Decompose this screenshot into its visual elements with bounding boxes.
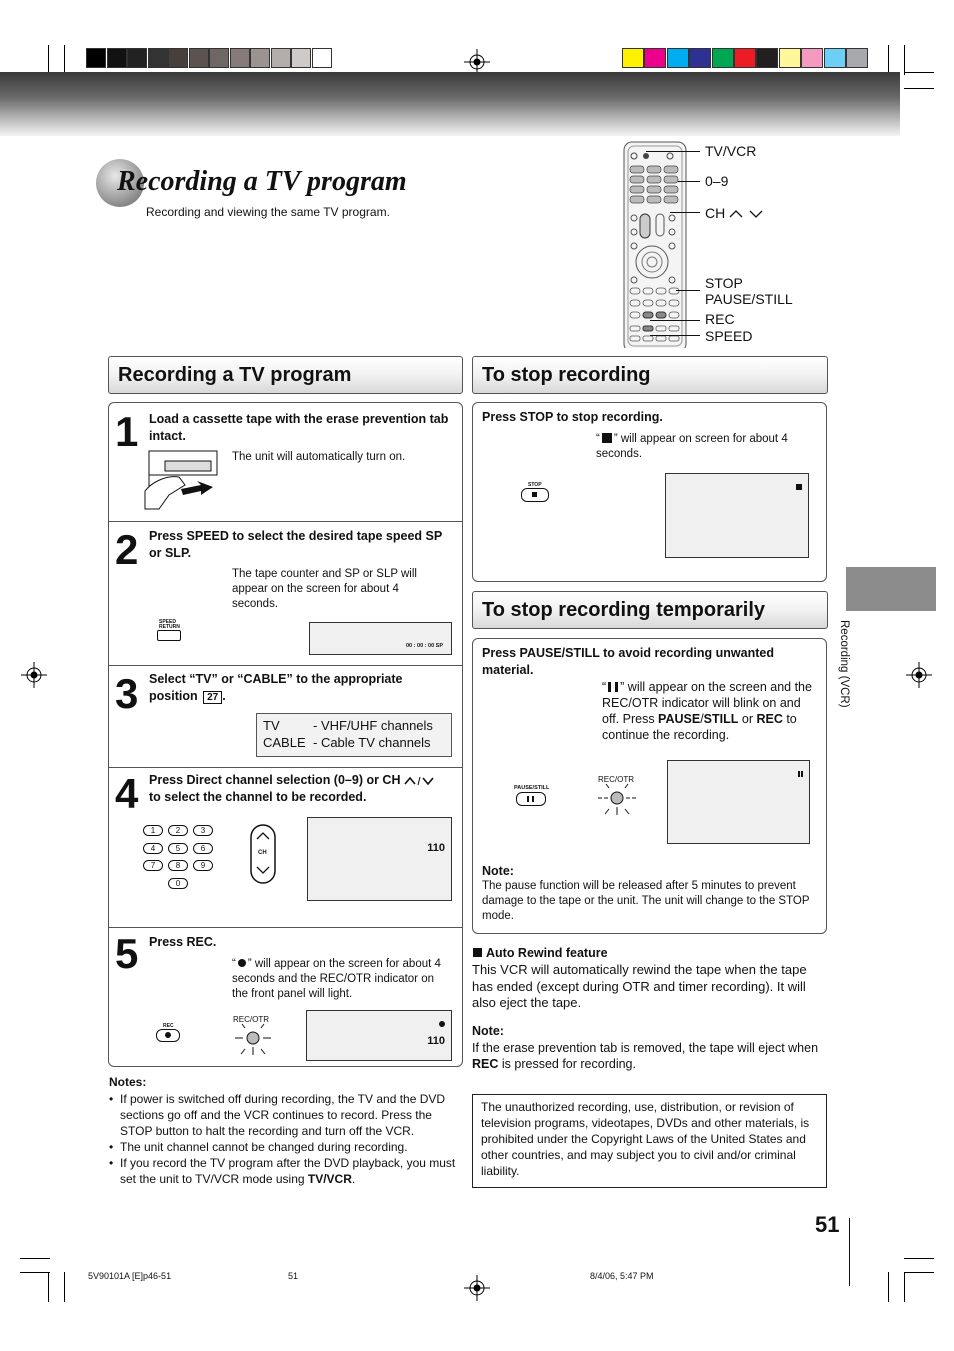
callout-stop: STOP <box>705 275 743 291</box>
gray-swatch <box>250 48 270 68</box>
rec-otr-label: REC/OTR <box>233 1015 269 1024</box>
stop-text <box>596 432 816 462</box>
registration-target-icon <box>464 1275 490 1301</box>
auto-rewind-title: Auto Rewind feature <box>486 946 608 960</box>
gray-swatch <box>271 48 291 68</box>
step-4-title-text-2: to select the channel to be recorded. <box>149 790 367 804</box>
number-key-9[interactable]: 9 <box>193 860 213 871</box>
remote-control-icon <box>620 140 690 348</box>
rec-button-label: REC <box>163 1023 174 1029</box>
stop-instruction: Press STOP to stop recording. <box>482 410 663 424</box>
screen-channel-number: 110 <box>427 842 445 854</box>
color-swatch <box>689 48 711 68</box>
gray-swatch <box>291 48 311 68</box>
footer-right: 8/4/06, 5:47 PM <box>590 1271 654 1281</box>
callout-line <box>650 335 700 336</box>
number-key-4[interactable]: 4 <box>143 843 163 854</box>
copyright-box: The unauthorized recording, use, distribution, or revision of television programs, videotapes, DVDs and other materials, is prohibited under the Copyright Laws of the United States and other countries, and may subject you to civil and/or criminal liability. <box>472 1094 827 1188</box>
pause-button-label: PAUSE/STILL <box>514 785 550 791</box>
pause-text-d: to continue the recording. <box>602 712 797 742</box>
pause-bold-3: REC <box>756 712 783 726</box>
table-row <box>263 717 445 734</box>
stop-box <box>472 402 827 582</box>
pause-text <box>602 679 818 743</box>
note-text: If you record the TV program after the DVD playback, you must set the unit to TV/VCR mode using <box>120 1156 456 1186</box>
list-item: • If power is switched off during recording, the TV and the DVD sections go off and the VCR continues to record. Press the STOP button to halt the recording and turn off the VCR. <box>109 1092 446 1138</box>
page-title: Recording a TV program <box>117 166 407 197</box>
callout-ch <box>705 205 763 221</box>
footer-left: 5V90101A [E]p46-51 <box>88 1271 172 1281</box>
crop-mark <box>888 45 889 75</box>
step-5-title: Press REC. <box>149 935 217 949</box>
stop-button[interactable] <box>521 488 549 502</box>
section-heading-pause: To stop recording temporarily <box>472 591 828 629</box>
rec-otr-blink-icon <box>597 783 637 817</box>
note-bold: TV/VCR <box>307 1172 352 1186</box>
table-row <box>263 734 445 751</box>
callout-pause-still: PAUSE/STILL <box>705 291 793 307</box>
crop-mark <box>20 1258 50 1259</box>
note-text-end: is pressed for recording. <box>498 1057 636 1071</box>
gray-swatch <box>86 48 106 68</box>
screen-channel-number: 110 <box>427 1035 445 1047</box>
crop-mark <box>904 1272 905 1302</box>
gray-swatch <box>148 48 168 68</box>
step-divider <box>109 927 462 928</box>
step-2-text: The tape counter and SP or SLP will appear on the screen for about 4 seconds. <box>232 568 417 610</box>
gray-swatch <box>107 48 127 68</box>
list-item: • If you record the TV program after the DVD playback, you must set the unit to TV/VCR mode using TV/VCR. <box>109 1156 456 1186</box>
color-swatch <box>756 48 778 68</box>
tv-screen-stop <box>665 473 809 558</box>
number-key-0[interactable]: 0 <box>168 878 188 889</box>
step-4-title <box>149 772 454 806</box>
step-number: 3 <box>115 670 137 717</box>
color-swatch <box>846 48 868 68</box>
rec-otr-label: REC/OTR <box>598 775 634 784</box>
step-3-title <box>149 671 454 705</box>
stop-button-label: STOP <box>528 482 542 488</box>
pause-bars-icon <box>608 682 618 692</box>
gray-swatch <box>189 48 209 68</box>
callout-line <box>650 320 700 321</box>
tv-screen-channel <box>307 817 452 901</box>
step-number: 2 <box>115 526 137 573</box>
tv-screen-rec <box>306 1010 452 1061</box>
color-swatch <box>824 48 846 68</box>
callout-line <box>670 212 700 213</box>
stop-text-a: “ <box>596 433 600 445</box>
gray-swatch <box>312 48 332 68</box>
pause-text-a: “ <box>602 680 607 694</box>
registration-target-icon <box>21 662 47 688</box>
table-key: TV <box>263 718 280 733</box>
step-number: 1 <box>115 408 137 455</box>
auto-rewind-text: This VCR will automatically rewind the tape when the tape has ended (except during OTR and timer recording). It will also eject the tape. <box>472 962 807 1010</box>
note-text: If power is switched off during recording, the TV and the DVD sections go off and the VCR continues to record. Press the STOP button to halt the recording and turn off the VCR. <box>120 1092 446 1138</box>
step-number: 4 <box>115 770 137 817</box>
crop-mark <box>904 1272 934 1273</box>
pause-box <box>472 638 827 934</box>
section-heading-recording: Recording a TV program <box>108 356 463 394</box>
crop-mark <box>904 88 934 89</box>
stop-square-icon <box>602 433 612 443</box>
tv-screen-counter <box>309 622 452 655</box>
step-5-text-b: ” will appear on the screen for about 4 seconds and the REC/OTR indicator on the front panel will light. <box>232 958 441 1000</box>
step-4-title-text: Press Direct channel selection (0–9) or CH <box>149 773 401 787</box>
rec-otr-indicator-icon <box>233 1023 273 1057</box>
table-key: CABLE <box>263 735 306 750</box>
rec-dot-icon <box>165 1032 171 1038</box>
callout-rec: REC <box>705 311 735 327</box>
table-value: - VHF/UHF channels <box>313 718 433 733</box>
pause-bars-icon <box>527 796 534 802</box>
auto-rewind-note-heading: Note: <box>472 1024 504 1038</box>
step-2-title: Press SPEED to select the desired tape speed SP or SLP. <box>149 529 442 560</box>
callout-line <box>678 181 700 182</box>
steps-box <box>108 402 463 1067</box>
callout-line <box>676 290 700 291</box>
section-heading-stop: To stop recording <box>472 356 828 394</box>
step-3-title-text: Select “TV” or “CABLE” to the appropriate position <box>149 672 403 703</box>
header-banner <box>0 72 900 136</box>
crop-mark <box>48 1272 49 1302</box>
callout-0-9: 0–9 <box>705 173 729 189</box>
side-tab-label: Recording (VCR) <box>838 620 850 708</box>
bullet-square-icon <box>473 948 482 957</box>
pause-instruction: Press PAUSE/STILL to avoid recording unwanted material. <box>482 646 774 677</box>
note-text-end: . <box>351 1172 356 1186</box>
notes-heading: Notes: <box>109 1075 147 1089</box>
number-key-5[interactable]: 5 <box>168 843 188 854</box>
note-text: The unit channel cannot be changed during recording. <box>120 1140 408 1154</box>
callout-tv-vcr: TV/VCR <box>705 143 757 159</box>
ch-up-down-icon <box>729 208 763 220</box>
callout-ch-label: CH <box>705 205 726 221</box>
step-5-text-a: “ <box>232 958 236 970</box>
page-number-rule <box>849 1218 850 1286</box>
tv-screen-pause <box>667 760 810 844</box>
page-ref-badge[interactable]: 27 <box>203 691 222 704</box>
step-5-text <box>232 957 447 1002</box>
step-3-title-end: . <box>222 689 226 703</box>
number-key-6[interactable]: 6 <box>193 843 213 854</box>
footer-middle: 51 <box>288 1271 299 1281</box>
color-swatch <box>712 48 734 68</box>
rec-dot-icon <box>238 959 246 967</box>
pause-text-c: or <box>738 712 757 726</box>
step-1-title: Load a cassette tape with the erase prevention tab intact. <box>149 412 449 443</box>
registration-target-icon <box>906 662 932 688</box>
number-key-7[interactable]: 7 <box>143 860 163 871</box>
step-number: 5 <box>115 930 137 977</box>
gray-swatch <box>209 48 229 68</box>
stop-text-b: ” will appear on screen for about 4 seconds. <box>596 433 788 460</box>
pause-bold-1: PAUSE <box>658 712 701 726</box>
crop-mark <box>904 72 934 73</box>
crop-mark <box>904 45 905 75</box>
color-swatch <box>801 48 823 68</box>
gray-swatch <box>168 48 188 68</box>
color-swatch <box>622 48 644 68</box>
auto-rewind-heading <box>473 946 608 960</box>
color-swatch <box>644 48 666 68</box>
page-number: 51 <box>815 1212 840 1237</box>
speed-button[interactable] <box>157 630 181 641</box>
speed-button-label: SPEED RETURN <box>159 619 180 630</box>
pause-still-button[interactable] <box>516 792 546 806</box>
crop-mark <box>64 1272 65 1302</box>
pause-bold-2: STILL <box>703 712 739 726</box>
color-swatch <box>734 48 756 68</box>
page-subtitle: Recording and viewing the same TV program. <box>146 205 390 219</box>
crop-mark <box>888 1272 889 1302</box>
auto-rewind-note <box>472 1040 829 1072</box>
callout-line <box>646 151 700 152</box>
crop-mark <box>48 45 49 75</box>
step-divider <box>109 521 462 522</box>
rec-button[interactable] <box>156 1029 180 1042</box>
rec-dot-icon <box>439 1021 445 1027</box>
ch-up-down-icon <box>404 775 434 786</box>
list-item: • The unit channel cannot be changed during recording. <box>109 1140 408 1154</box>
pause-slash: / <box>700 712 704 726</box>
note-bold: REC <box>472 1057 499 1071</box>
step-divider <box>109 767 462 768</box>
number-key-3[interactable]: 3 <box>193 825 213 836</box>
side-tab-marker <box>846 567 936 611</box>
number-key-2[interactable]: 2 <box>168 825 188 836</box>
table-value: - Cable TV channels <box>313 735 431 750</box>
tv-cable-table <box>256 713 452 757</box>
color-swatch <box>667 48 689 68</box>
notes-block <box>109 1074 464 1187</box>
crop-mark <box>64 45 65 75</box>
crop-mark <box>20 1272 50 1273</box>
cassette-insert-icon <box>139 445 219 513</box>
number-key-1[interactable]: 1 <box>143 825 163 836</box>
screen-counter-text: 00 : 00 : 00 SP <box>406 643 443 649</box>
pause-text-b: ” will appear on the screen and the REC/OTR indicator will blink on and off. Press <box>602 680 812 726</box>
crop-mark <box>904 1258 934 1259</box>
number-key-8[interactable]: 8 <box>168 860 188 871</box>
step-1-text: The unit will automatically turn on. <box>232 451 406 463</box>
ch-label: CH <box>258 850 267 856</box>
gray-swatch <box>230 48 250 68</box>
callout-speed: SPEED <box>705 328 753 344</box>
step-divider <box>109 665 462 666</box>
gray-swatch <box>127 48 147 68</box>
stop-square-icon <box>796 484 802 490</box>
pause-bars-icon <box>798 771 803 777</box>
pause-note-text: The pause function will be released after 5 minutes to prevent damage to the tape or the unit. The unit will change to the STOP mode. <box>482 880 810 922</box>
pause-note-heading: Note: <box>482 864 514 878</box>
stop-square-icon <box>532 492 537 497</box>
note-text: If the erase prevention tab is removed, the tape will eject when <box>472 1041 819 1055</box>
color-swatch <box>779 48 801 68</box>
